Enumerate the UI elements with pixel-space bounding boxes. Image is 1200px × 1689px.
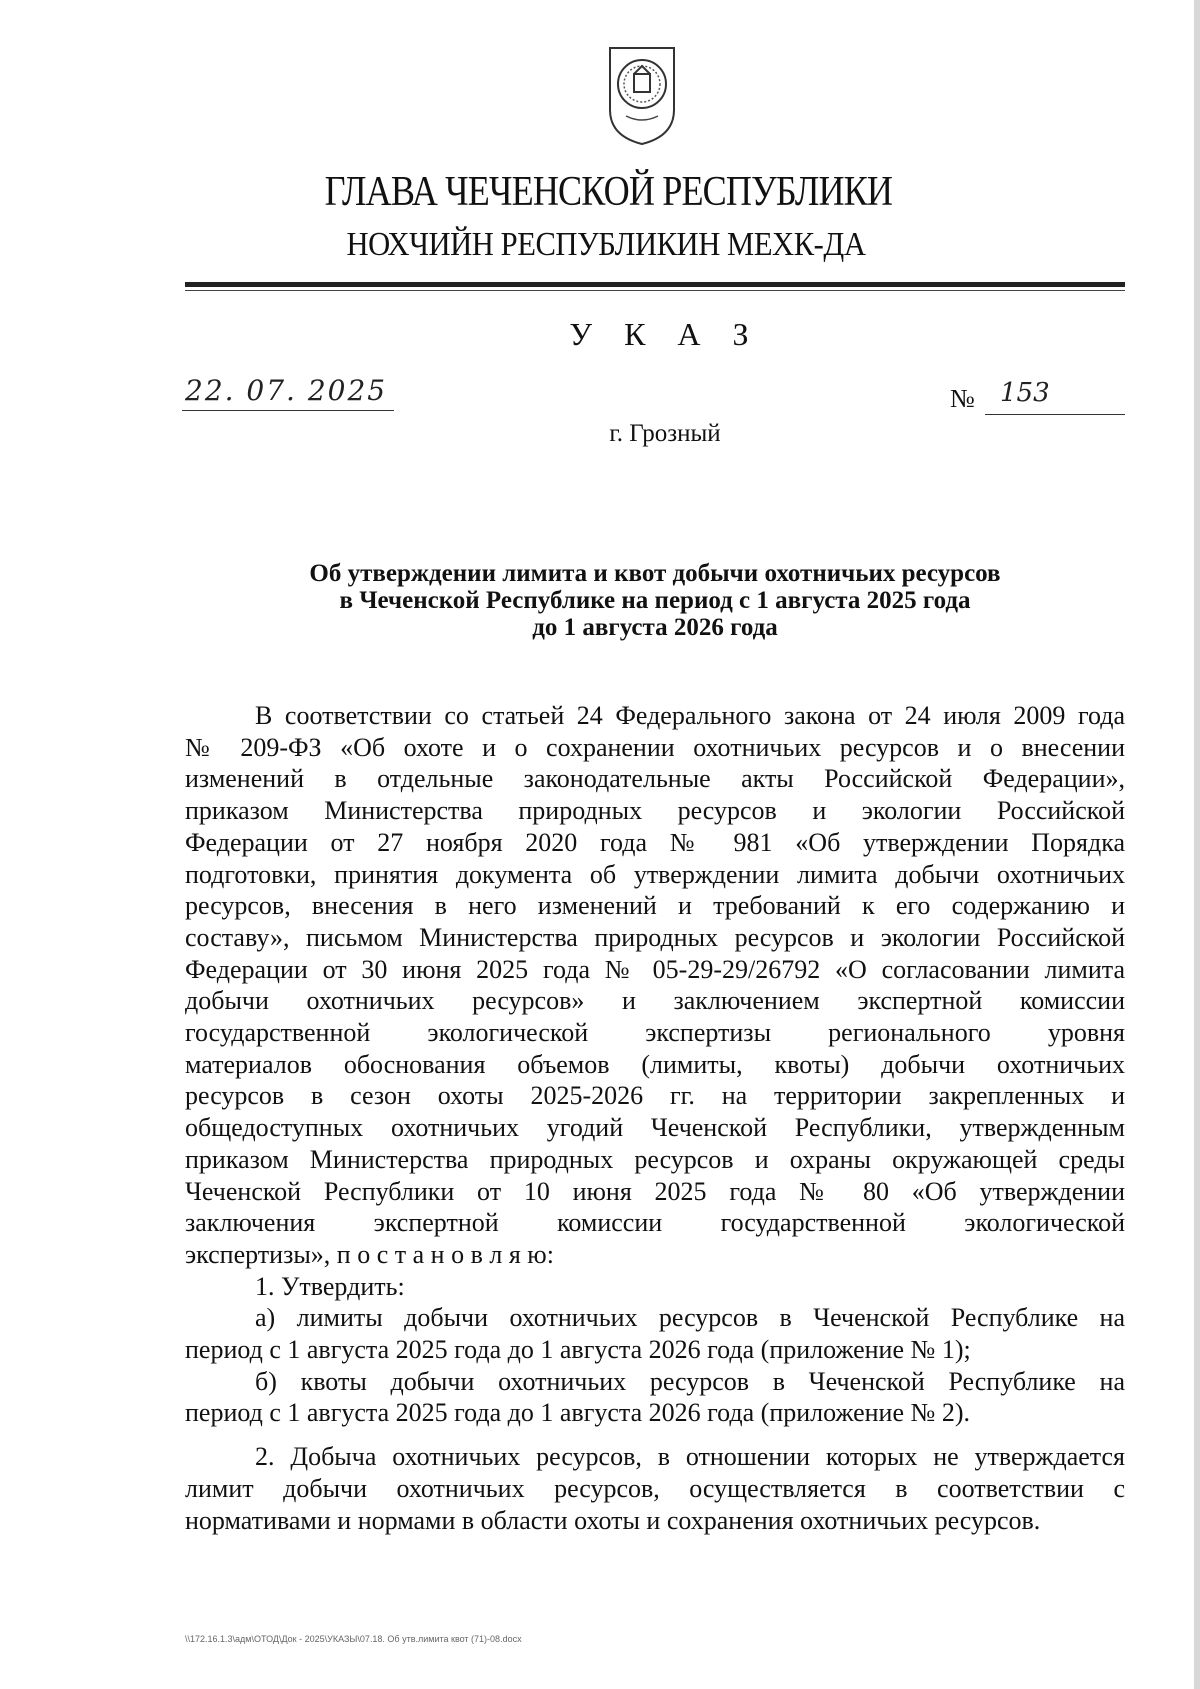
- text-line: экспертизы», п о с т а н о в л я ю:: [185, 1239, 554, 1269]
- text-line: приказом Министерства природных ресурсов и охраны окружающей среды: [185, 1144, 1125, 1174]
- preamble-paragraph: [185, 700, 1125, 1271]
- text-line: нормативами и нормами в области охоты и сохранения охотничьих ресурсов.: [185, 1505, 1041, 1535]
- text-line: В соответствии со статьей 24 Федерального закона от 24 июля 2009 года: [255, 701, 1125, 730]
- text-line: изменений в отдельные законодательные акты Российской Федерации»,: [185, 764, 1125, 794]
- paragraph-gap: [185, 1429, 1125, 1441]
- text-line: а) лимиты добычи охотничьих ресурсов в Чеченской Республике на: [255, 1303, 1125, 1333]
- header-subtitle: НОХЧИЙН РЕСПУБЛИКИН МЕХК-ДА: [346, 226, 866, 263]
- date-underline: [182, 410, 394, 411]
- item-2: [185, 1441, 1125, 1536]
- title-line: в Чеченской Республике на период с 1 августа 2025 года: [339, 587, 971, 614]
- header-rule-thick: [185, 282, 1125, 287]
- title-line: до 1 августа 2026 года: [532, 614, 778, 641]
- text-line: период с 1 августа 2025 года до 1 августа 2026 года (приложение № 1);: [185, 1335, 971, 1365]
- header-title: ГЛАВА ЧЕЧЕНСКОЙ РЕСПУБЛИКИ: [324, 169, 893, 215]
- text-line: Федерации от 30 июня 2025 года № 05-29-29/26792 «О согласовании лимита: [185, 954, 1125, 984]
- handwritten-number: 153: [1000, 378, 1050, 408]
- text-line: ресурсов, внесения в него изменений и требований к его содержанию и: [185, 891, 1125, 921]
- text-line: Чеченской Республики от 10 июня 2025 года № 80 «Об утверждении: [185, 1176, 1125, 1206]
- item-1b: [185, 1366, 1125, 1429]
- text-line: лимит добычи охотничьих ресурсов, осуществляется в соответствии с: [185, 1473, 1125, 1503]
- text-line: составу», письмом Министерства природных ресурсов и экологии Российской: [185, 922, 1125, 952]
- number-sign: №: [950, 384, 975, 413]
- decree-body: [185, 700, 1125, 1536]
- text-line: общедоступных охотничьих угодий Чеченской Республики, утвержденным: [185, 1113, 1125, 1143]
- text-line: материалов обоснования объемов (лимиты, квоты) добычи охотничьих: [185, 1049, 1125, 1079]
- scan-edge: [1194, 0, 1200, 1689]
- text-line: добычи охотничьих ресурсов» и заключением экспертной комиссии: [185, 986, 1125, 1016]
- handwritten-date: 22. 07. 2025: [185, 374, 388, 407]
- text-line: период с 1 августа 2025 года до 1 августа 2026 года (приложение № 2).: [185, 1398, 970, 1428]
- coat-of-arms-icon: [606, 44, 678, 146]
- text-line: приказом Министерства природных ресурсов и экологии Российской: [185, 796, 1125, 826]
- text-line: государственной экологической экспертизы регионального уровня: [185, 1018, 1125, 1048]
- header-rule-thin: [185, 290, 1125, 291]
- item-1: [185, 1271, 1125, 1303]
- document-type: У К А З: [569, 316, 761, 352]
- text-line: Федерации от 27 ноября 2020 года № 981 «Об утверждении Порядка: [185, 827, 1125, 857]
- text-line: ресурсов в сезон охоты 2025-2026 гг. на территории закрепленных и: [185, 1081, 1125, 1111]
- text-line: заключения экспертной комиссии государственной экологической: [185, 1208, 1125, 1238]
- text-line: 1. Утвердить:: [255, 1271, 405, 1301]
- text-line: № 209-ФЗ «Об охоте и о сохранении охотничьих ресурсов и о внесении: [185, 732, 1125, 762]
- text-line: б) квоты добычи охотничьих ресурсов в Чеченской Республике на: [255, 1366, 1125, 1396]
- number-underline: [985, 414, 1125, 415]
- title-line: Об утверждении лимита и квот добычи охотничьих ресурсов: [309, 560, 1001, 587]
- city: г. Грозный: [609, 420, 721, 447]
- text-line: подготовки, принятия документа об утверждении лимита добычи охотничьих: [185, 859, 1125, 889]
- item-1a: [185, 1302, 1125, 1365]
- file-path-footer: \\172.16.1.3\адм\ОТОД\Док - 2025\УКАЗЫ\07.18. Об утв.лимита квот (71)-08.docx: [185, 1634, 522, 1644]
- text-line: 2. Добыча охотничьих ресурсов, в отношении которых не утверждается: [255, 1442, 1125, 1472]
- decree-title: [185, 560, 1125, 641]
